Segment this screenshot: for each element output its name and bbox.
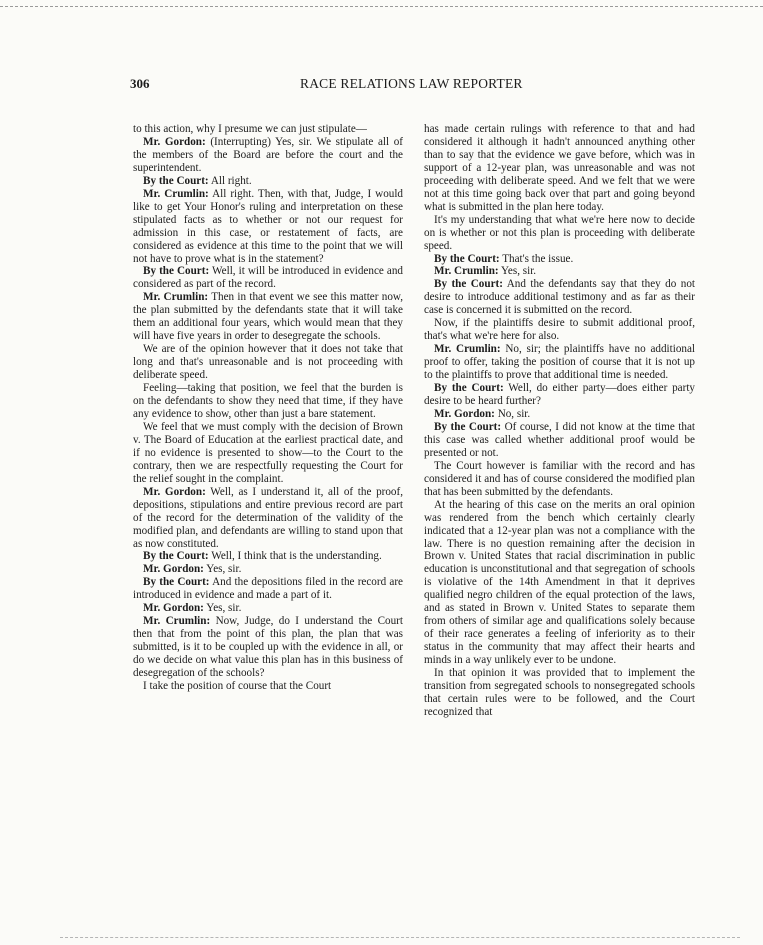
speaker-label: Mr. Gordon: [143,602,204,615]
paragraph-text: All right. [210,174,252,187]
paragraph-text: Well, it will be introduced in evidence and considered as part of the record. [133,265,403,291]
paragraph [424,667,695,719]
speaker-label: By the Court: [434,420,502,433]
paragraph [133,343,403,382]
paragraph-text: All right. Then, with that, Judge, I would like to get Your Honor's ruling and interpretation on these stipulated facts as to whether or not our request for admission in this case, or restatement of facts, are considered as evidence at this time to the point that we will not have to prove what is in the statement? [133,187,403,265]
paragraph-text: We are of the opinion however that it does not take that long and that's unreasonable and is not proceeding with deliberate speed. [133,343,403,382]
paragraph-text: Well, do either party—does either party desire to be heard further? [424,382,695,408]
paragraph [424,460,695,499]
paragraph [424,278,695,317]
paragraph-text: No, sir; the plaintiffs have no additional proof to offer, taking the position of course that it is not up to the plaintiffs to prove that additional time is needed. [424,343,695,382]
paragraph-text: And the defendants say that they do not desire to introduce additional testimony and as far as their case is concerned it is submitted on the record. [424,278,695,317]
paragraph [133,291,403,343]
paragraph-text: Now, if the plaintiffs desire to submit additional proof, that's what we're here for also. [424,317,695,343]
paragraph [133,175,403,188]
paragraph-text: That's the issue. [502,252,574,265]
paragraph-text: I take the position of course that the Court [143,679,332,692]
paragraph [424,265,695,278]
paragraph [133,563,403,576]
speaker-label: Mr. Crumlin: [143,291,209,304]
paragraph [424,317,695,343]
speaker-label: By the Court: [143,174,209,187]
paragraph-text: In that opinion it was provided that to implement the transition from segregated schools to nonsegregated schools that certain rules were to be followed, and the Court recognized that [424,667,695,718]
paragraph-text: Yes, sir. [206,602,242,615]
paragraph-text: Yes, sir. [206,563,242,576]
paragraph [424,123,695,214]
scan-bottom-edge-rule [60,937,740,938]
paragraph [133,382,403,421]
page-number: 306 [130,76,150,91]
paragraph-text: And the depositions filed in the record are introduced in evidence and made a part of it. [133,576,403,602]
paragraph-text: Yes, sir. [500,265,537,278]
paragraph [133,550,403,563]
speaker-label: Mr. Gordon: [143,485,206,498]
paragraph [424,214,695,253]
paragraph [424,499,695,667]
page-header [130,76,710,96]
paragraph-text: Of course, I did not know at the time that this case was called whether additional proof would be presented or not. [424,420,695,459]
paragraph [424,421,695,460]
paragraph [133,265,403,291]
speaker-label: Mr. Crumlin: [434,265,499,278]
paragraph [133,421,403,486]
speaker-label: By the Court: [434,382,504,395]
speaker-label: By the Court: [143,265,210,278]
paragraph-text: (Interrupting) Yes, sir. We stipulate all of the members of the Board are before the court and the superintendent. [133,135,403,174]
speaker-label: Mr. Gordon: [143,563,204,576]
paragraph [133,602,403,615]
paragraph [133,188,403,266]
paragraph-text: At the hearing of this case on the merits an oral opinion was rendered from the bench which certainly clearly indicated that a 12-year plan was not a compliance with the law. There is no question remaining after the decision in Brown v. United States that racial discrimination in public education is unconstitutional and that segregation of schools is violative of the 14th Amendment in that it deprives qualified negro children of the equal protection of the laws, and as stated in Brown v. United States to separate them from others of similar age and qualifications solely because of their race generates a feeling of inferiority as to their status in the community that may affect their hearts and minds in a way unlikely ever to be undone. [424,498,695,667]
paragraph [424,343,695,382]
paragraph-text: No, sir. [497,407,531,420]
speaker-label: By the Court: [434,278,503,291]
paragraph-text: Then in that event we see this matter now, the plan submitted by the defendants state that it will take them an additional four years, which would mean that they will have five years in order to desegregate the schools. [133,291,404,343]
left-text-column [133,123,403,693]
speaker-label: By the Court: [143,576,210,589]
paragraph [133,615,403,680]
speaker-label: By the Court: [434,252,500,265]
paragraph [133,136,403,175]
paragraph [424,382,695,408]
paragraph [133,486,403,551]
right-text-column [424,123,695,719]
paragraph [424,253,695,266]
scan-top-edge-rule [0,6,763,7]
running-head: RACE RELATIONS LAW REPORTER [300,76,523,91]
paragraph [133,576,403,602]
paragraph-text: We feel that we must comply with the decision of Brown v. The Board of Education at the earliest practical date, and if no evidence is presented to show—to the Court to the contrary, then we are respectfully requesting the Court for the relief sought in the complaint. [133,420,403,485]
speaker-label: Mr. Crumlin: [143,187,209,200]
paragraph-text: It's my understanding that what we're here now to decide on is whether or not this plan is proceeding with deliberate speed. [424,213,695,252]
paragraph-text: has made certain rulings with reference to that and had considered it although it hadn't announced anything other than to say that the evidence we gave before, which was in support of a 12-year plan, was unreasonable and was not proceeding with deliberate speed. And we felt that we were not at this time going back over that part and going beyond what is submitted in the plan here today. [424,123,695,213]
speaker-label: Mr. Crumlin: [434,343,501,356]
paragraph-text: Well, I think that is the understanding. [211,550,382,563]
paragraph-text: to this action, why I presume we can just stipulate— [133,123,367,135]
paragraph [133,123,403,136]
paragraph-text: Well, as I understand it, all of the proof, depositions, stipulations and entire previous record are part of the record for the determination of the validity of the modified plan, and defendants are willing to stand upon that as now constituted. [133,485,403,550]
paragraph-text: Now, Judge, do I understand the Court then that from the point of this plan, the plan that was submitted, is it to be coupled up with the evidence in all, or do we decide on what value this plan has in this business of desegregation of the schools? [133,615,403,680]
paragraph [133,680,403,693]
speaker-label: By the Court: [143,550,209,563]
paragraph-text: Feeling—taking that position, we feel that the burden is on the defendants to show they need that time, if they have any evidence to show, other than just a bare statement. [133,382,403,420]
speaker-label: Mr. Gordon: [143,135,206,148]
paragraph-text: The Court however is familiar with the record and has considered it and has of course considered the modified plan that has been submitted by the defendants. [424,459,695,498]
speaker-label: Mr. Crumlin: [143,615,211,628]
speaker-label: Mr. Gordon: [434,407,495,420]
paragraph [424,408,695,421]
